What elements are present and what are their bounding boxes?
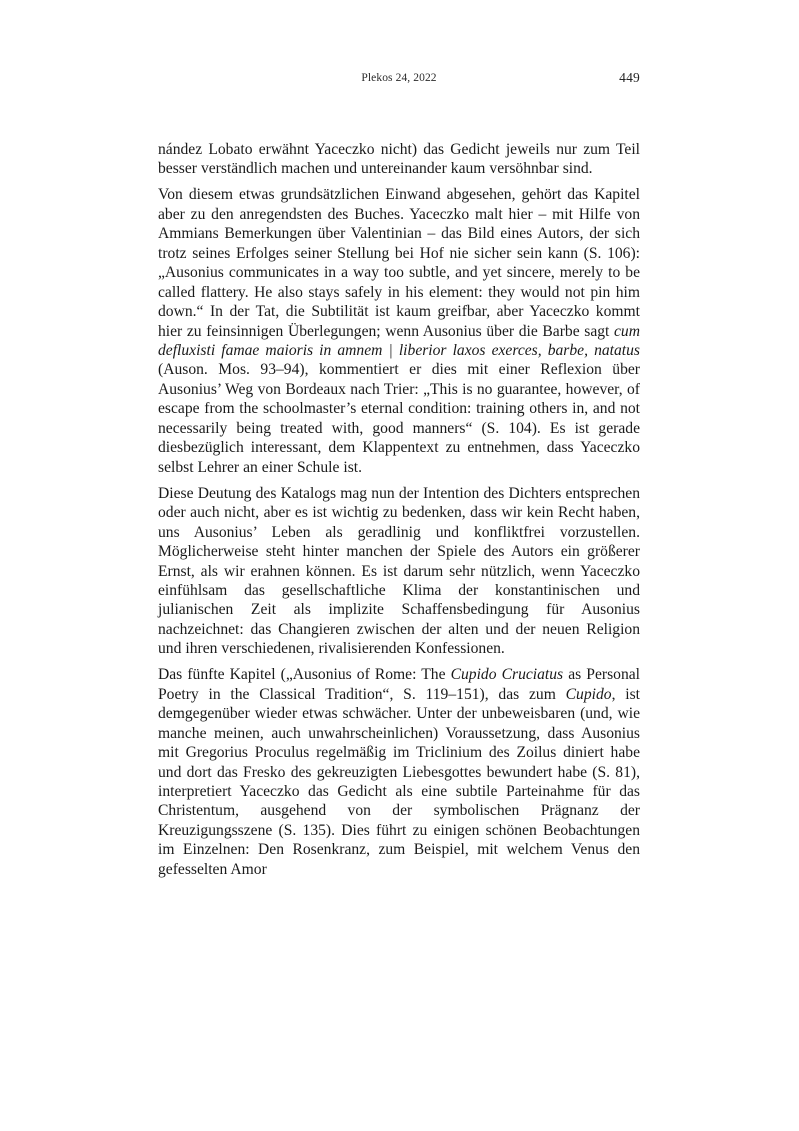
text-run: Das fünfte Kapitel („Ausonius of Rome: The <box>158 666 451 684</box>
text-run: Diese Deutung des Katalogs mag nun der Intention des Dichters entsprechen oder auch nicht, aber es ist wichtig zu bedenken, dass wir kein Recht haben, uns Ausonius’ Leben als geradlinig und konfliktfrei vorzustellen. Möglicherweise steht hinter manchen der Spiele des Autors ein größerer Ernst, als wir erahnen können. Es ist darum sehr nützlich, wenn Yaceczko einfühlsam das gesellschaftliche Klima der konstantinischen und julianischen Zeit als implizite Schaffensbedingung für Ausonius nachzeichnet: das Changieren zwischen der alten und der neuen Religion und ihren verschiedenen, rivalisierenden Konfessionen. <box>158 484 640 658</box>
text-run: (Auson. Mos. 93–94), kommentiert er dies mit einer Reflexion über Ausonius’ Weg von Bordeaux nach Trier: „This is no guarantee, however, of escape from the schoolmaster’s eternal condition: training others in, and not necessarily being treated with, good manners“ (S. 104). Es ist gerade diesbezüglich interessant, dem Klappentext zu entnehmen, dass Yaceczko selbst Lehrer an einer Schule ist. <box>158 361 640 476</box>
text-run: as Personal Poetry in the Classical Tradition“, S. 119–151), das zum <box>158 666 640 703</box>
text-run: , ist demgegenüber wieder etwas schwächer. Unter der unbeweisbaren (und, wie manche meinen, auch unwahrscheinlichen) Voraussetzung, dass Ausonius mit Gregorius Proculus regelmäßig im Triclinium des Zoilus diniert habe und dort das Fresko des gekreuzigten Liebesgottes bewundert habe (S. 81), interpretiert Yaceczko das Gedicht als eine subtile Parteinahme für das Christentum, ausgehend von der symbolischen Prägnanz der Kreuzigungsszene (S. 135). Dies führt zu einigen schönen Beobachtungen im Einzelnen: Den Rosenkranz, zum Beispiel, mit welchem Venus den gefesselten Amor <box>158 685 640 878</box>
running-head <box>158 72 640 88</box>
paragraph-para-2 <box>158 185 640 477</box>
body-text-column <box>158 140 640 879</box>
italic-run: Cupido <box>565 685 612 703</box>
italic-run: cum defluxisti famae maioris in amnem | liberior laxos exerces, barbe, natatus <box>158 322 640 360</box>
text-run: nández Lobato erwähnt Yaceczko nicht) das Gedicht jeweils nur zum Teil besser verständlich machen und untereinander kaum versöhnbar sind. <box>158 141 640 178</box>
running-head-journal-title: Plekos 24, 2022 <box>361 72 437 84</box>
page-number: 449 <box>619 70 640 85</box>
text-run: Von diesem etwas grundsätzlichen Einwand abgesehen, gehört das Kapitel aber zu den anregendsten des Buches. Yaceczko malt hier – mit Hilfe von Ammians Bemerkungen über Valentinian – das Bild eines Autors, der sich trotz seines Erfolges seiner Stellung bei Hof nie sicher sein kann (S. 106): „Ausonius communicates in a way too subtle, and yet sincere, merely to be called flattery. He also stays safely in his element: they would not pin him down.“ In der Tat, die Subtilität ist kaum greifbar, aber Yaceczko kommt hier zu feinsinnigen Überlegungen; wenn Ausonius über die Barbe sagt <box>158 186 640 340</box>
paragraph-para-3 <box>158 484 640 659</box>
paragraph-para-4 <box>158 665 640 879</box>
paragraph-para-1 <box>158 140 640 179</box>
italic-run: Cupido Cruciatus <box>450 666 564 684</box>
